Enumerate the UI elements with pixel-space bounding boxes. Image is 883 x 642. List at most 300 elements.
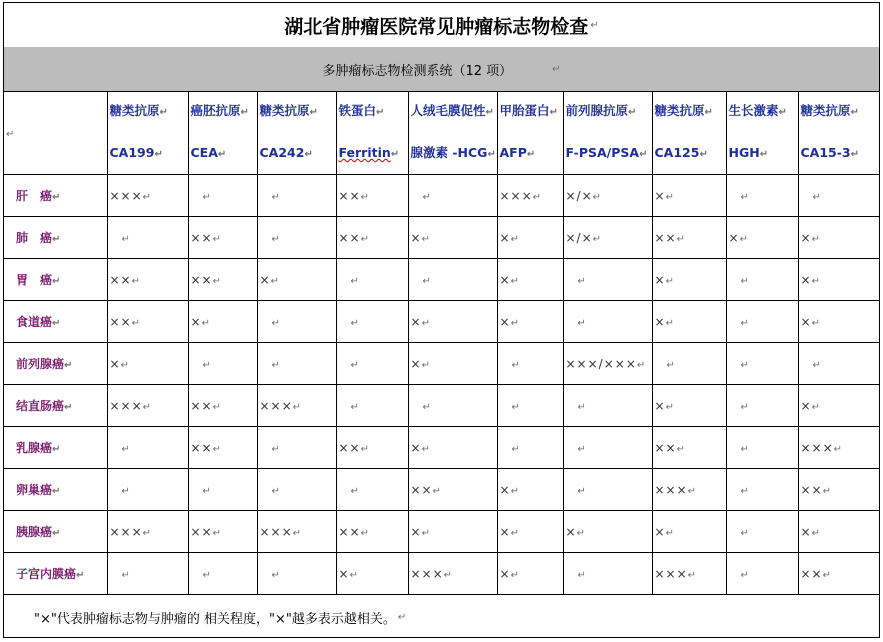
- relevance-value: ××: [338, 440, 361, 455]
- relevance-value: ×: [499, 524, 511, 539]
- marker-code: [566, 143, 652, 165]
- table-row: [4, 343, 879, 385]
- paragraph-mark-icon: ↵: [421, 527, 430, 539]
- relevance-value: ×: [499, 566, 511, 581]
- title-text: 湖北省肿瘤医院常见肿瘤标志物检查: [284, 15, 589, 38]
- paragraph-mark-icon: ↵: [271, 485, 280, 497]
- paragraph-mark-icon: ↵: [202, 485, 211, 497]
- relevance-value: ×××: [109, 188, 143, 203]
- relevance-cell: [798, 175, 879, 217]
- table-row: [4, 175, 879, 217]
- relevance-cell: [726, 175, 798, 217]
- paragraph-mark-icon: ↵: [120, 359, 129, 371]
- cancer-name: 食道癌: [16, 315, 53, 329]
- cancer-name: 胰腺癌: [16, 525, 53, 539]
- paragraph-mark-icon: ↵: [665, 191, 674, 203]
- relevance-cell: [408, 469, 497, 511]
- marker-name: [411, 101, 497, 123]
- paragraph-mark-icon: ↵: [350, 275, 359, 287]
- relevance-value: ××: [190, 398, 213, 413]
- relevance-cell: [798, 259, 879, 301]
- marker-code-text: 腺激素 -HCG: [410, 145, 488, 160]
- paragraph-mark-icon: ↵: [639, 149, 648, 160]
- paragraph-mark-icon: ↵: [270, 275, 279, 287]
- relevance-cell: [798, 511, 879, 553]
- paragraph-mark-icon: ↵: [592, 191, 602, 203]
- paragraph-mark-icon: ↵: [131, 317, 140, 329]
- relevance-value: ×××: [259, 398, 293, 413]
- paragraph-mark-icon: ↵: [376, 107, 385, 118]
- marker-code-text: HGH: [728, 145, 760, 160]
- marker-code: [191, 143, 257, 165]
- paragraph-mark-icon: ↵: [487, 149, 496, 160]
- marker-header-cell: [188, 92, 257, 175]
- marker-code: [411, 143, 497, 165]
- marker-header-cell: [107, 92, 188, 175]
- marker-name: [566, 101, 652, 123]
- paragraph-mark-icon: ↵: [421, 359, 430, 371]
- relevance-cell: [798, 301, 879, 343]
- relevance-cell: [408, 385, 497, 427]
- relevance-value: ×××/×××: [565, 356, 637, 371]
- relevance-cell: [497, 385, 563, 427]
- paragraph-mark-icon: ↵: [699, 149, 708, 160]
- paragraph-mark-icon: ↵: [217, 149, 227, 160]
- paragraph-mark-icon: ↵: [271, 233, 280, 245]
- paragraph-mark-icon: ↵: [577, 569, 586, 581]
- cancer-name: 乳腺癌: [16, 441, 53, 455]
- relevance-value: ×××: [259, 524, 293, 539]
- paragraph-mark-icon: ↵: [511, 359, 520, 371]
- relevance-value: ××: [654, 230, 677, 245]
- relevance-cell: [497, 217, 563, 259]
- relevance-value: ×: [654, 272, 666, 287]
- relevance-cell: [188, 343, 257, 385]
- paragraph-mark-icon: ↵: [349, 569, 358, 581]
- paragraph-mark-icon: ↵: [64, 360, 73, 371]
- paragraph-mark-icon: ↵: [510, 317, 519, 329]
- section-header: [4, 47, 879, 92]
- footer-text: "×"代表肿瘤标志物与肿瘤的 相关程度，"×"越多表示越相关。: [34, 611, 396, 627]
- relevance-cell: [336, 301, 408, 343]
- relevance-value: ×××: [109, 398, 143, 413]
- relevance-cell: [336, 343, 408, 385]
- paragraph-mark-icon: ↵: [510, 527, 519, 539]
- marker-name: [655, 101, 726, 123]
- relevance-value: ×××: [800, 440, 834, 455]
- relevance-cell: [188, 553, 257, 595]
- cancer-name-cell: [4, 259, 107, 301]
- relevance-cell: [652, 511, 726, 553]
- relevance-cell: [257, 217, 336, 259]
- paragraph-mark-icon: ↵: [822, 569, 831, 581]
- relevance-cell: [107, 427, 188, 469]
- relevance-cell: [107, 385, 188, 427]
- relevance-value: ×: [654, 314, 666, 329]
- paragraph-mark-icon: ↵: [292, 527, 302, 539]
- relevance-cell: [408, 259, 497, 301]
- relevance-cell: [257, 385, 336, 427]
- paragraph-mark-icon: ↵: [76, 570, 85, 581]
- relevance-cell: [563, 385, 652, 427]
- relevance-cell: [107, 175, 188, 217]
- paragraph-mark-icon: ↵: [159, 107, 168, 118]
- paragraph-mark-icon: ↵: [422, 275, 431, 287]
- paragraph-mark-icon: ↵: [350, 317, 359, 329]
- paragraph-mark-icon: ↵: [510, 485, 519, 497]
- paragraph-mark-icon: ↵: [511, 401, 520, 413]
- relevance-value: ×: [190, 314, 202, 329]
- relevance-cell: [408, 553, 497, 595]
- table-row: [4, 427, 879, 469]
- marker-code: [655, 143, 726, 165]
- cancer-name-cell: [4, 217, 107, 259]
- paragraph-mark-icon: ↵: [212, 527, 221, 539]
- relevance-value: ××: [800, 566, 823, 581]
- relevance-cell: [408, 427, 497, 469]
- relevance-cell: [188, 385, 257, 427]
- cancer-name-cell: [4, 511, 107, 553]
- relevance-cell: [408, 217, 497, 259]
- marker-name: [339, 101, 408, 123]
- relevance-cell: [563, 469, 652, 511]
- marker-name: [110, 101, 188, 123]
- relevance-value: ××: [190, 440, 213, 455]
- relevance-cell: [726, 259, 798, 301]
- paragraph-mark-icon: ↵: [202, 359, 211, 371]
- relevance-value: ×: [499, 230, 511, 245]
- corner-cell: [4, 92, 107, 175]
- relevance-cell: [257, 175, 336, 217]
- relevance-cell: [188, 427, 257, 469]
- relevance-cell: [336, 175, 408, 217]
- relevance-value: ××: [800, 482, 823, 497]
- paragraph-mark-icon: ↵: [271, 317, 280, 329]
- marker-name: [191, 101, 257, 123]
- marker-header-cell: [497, 92, 563, 175]
- relevance-cell: [563, 343, 652, 385]
- paragraph-mark-icon: ↵: [665, 401, 674, 413]
- paragraph-mark-icon: ↵: [811, 527, 820, 539]
- relevance-cell: [563, 175, 652, 217]
- paragraph-mark-icon: ↵: [304, 149, 313, 160]
- table-row: [4, 511, 879, 553]
- cancer-name-cell: [4, 301, 107, 343]
- relevance-value: ×: [499, 272, 511, 287]
- relevance-value: ××: [190, 272, 213, 287]
- paragraph-mark-icon: ↵: [526, 149, 536, 160]
- paragraph-mark-icon: ↵: [665, 317, 674, 329]
- relevance-cell: [107, 553, 188, 595]
- paragraph-mark-icon: ↵: [811, 275, 820, 287]
- relevance-cell: [798, 217, 879, 259]
- paragraph-mark-icon: ↵: [432, 485, 441, 497]
- relevance-cell: [652, 427, 726, 469]
- relevance-value: ×: [410, 440, 422, 455]
- paragraph-mark-icon: ↵: [397, 611, 407, 623]
- relevance-cell: [188, 175, 257, 217]
- relevance-value: ×××: [654, 566, 688, 581]
- marker-code: [260, 143, 336, 165]
- marker-name: [500, 101, 563, 123]
- paragraph-mark-icon: ↵: [676, 443, 685, 455]
- marker-code-text: CA15-3: [800, 145, 851, 160]
- relevance-cell: [336, 385, 408, 427]
- relevance-cell: [726, 217, 798, 259]
- relevance-value: ×: [800, 398, 812, 413]
- paragraph-mark-icon: ↵: [121, 233, 130, 245]
- paragraph-mark-icon: ↵: [390, 149, 400, 160]
- paragraph-mark-icon: ↵: [577, 485, 586, 497]
- relevance-cell: [652, 217, 726, 259]
- cancer-name: 肺 癌: [16, 231, 53, 245]
- relevance-value: ×: [338, 566, 350, 581]
- marker-name-text: 甲胎蛋白: [499, 103, 550, 118]
- paragraph-mark-icon: ↵: [812, 191, 821, 203]
- cancer-name-cell: [4, 553, 107, 595]
- relevance-cell: [652, 259, 726, 301]
- relevance-cell: [336, 553, 408, 595]
- relevance-cell: [107, 343, 188, 385]
- paragraph-mark-icon: ↵: [271, 359, 280, 371]
- relevance-value: ×: [654, 398, 666, 413]
- relevance-cell: [257, 343, 336, 385]
- relevance-cell: [563, 301, 652, 343]
- relevance-cell: [188, 301, 257, 343]
- paragraph-mark-icon: ↵: [822, 485, 831, 497]
- marker-name: [801, 101, 880, 123]
- relevance-cell: [408, 343, 497, 385]
- relevance-cell: [336, 427, 408, 469]
- paragraph-mark-icon: ↵: [740, 569, 749, 581]
- paragraph-mark-icon: ↵: [740, 443, 749, 455]
- relevance-cell: [726, 553, 798, 595]
- relevance-value: ×: [654, 524, 666, 539]
- marker-name: [729, 101, 798, 123]
- paragraph-mark-icon: ↵: [778, 107, 787, 118]
- paragraph-mark-icon: ↵: [740, 485, 749, 497]
- cancer-name-cell: [4, 469, 107, 511]
- relevance-cell: [798, 469, 879, 511]
- legend-note: [4, 597, 879, 637]
- relevance-cell: [408, 511, 497, 553]
- marker-name-text: 糖类抗原: [800, 103, 851, 118]
- relevance-cell: [563, 427, 652, 469]
- relevance-cell: [798, 385, 879, 427]
- document-page: [3, 2, 880, 638]
- page-title: [4, 3, 879, 48]
- paragraph-mark-icon: ↵: [511, 443, 520, 455]
- relevance-value: ×: [259, 272, 271, 287]
- relevance-value: ×: [800, 314, 812, 329]
- relevance-cell: [726, 343, 798, 385]
- relevance-cell: [726, 301, 798, 343]
- relevance-cell: [726, 469, 798, 511]
- paragraph-mark-icon: ↵: [421, 233, 430, 245]
- paragraph-mark-icon: ↵: [812, 359, 821, 371]
- paragraph-mark-icon: ↵: [665, 275, 674, 287]
- paragraph-mark-icon: ↵: [52, 444, 61, 455]
- relevance-cell: [257, 427, 336, 469]
- paragraph-mark-icon: ↵: [443, 569, 453, 581]
- paragraph-mark-icon: ↵: [740, 191, 749, 203]
- relevance-value: ×××: [109, 524, 143, 539]
- paragraph-mark-icon: ↵: [240, 107, 249, 118]
- paragraph-mark-icon: ↵: [142, 401, 152, 413]
- paragraph-mark-icon: ↵: [833, 443, 843, 455]
- relevance-cell: [497, 175, 563, 217]
- marker-name: [260, 101, 336, 123]
- paragraph-mark-icon: ↵: [202, 569, 211, 581]
- paragraph-mark-icon: ↵: [740, 359, 749, 371]
- paragraph-mark-icon: ↵: [212, 233, 221, 245]
- header-row: [4, 92, 879, 175]
- relevance-cell: [257, 511, 336, 553]
- paragraph-mark-icon: ↵: [850, 107, 859, 118]
- relevance-cell: [798, 343, 879, 385]
- relevance-value: ×: [499, 482, 511, 497]
- relevance-cell: [336, 469, 408, 511]
- relevance-value: ×××: [410, 566, 444, 581]
- cancer-name: 卵巢癌: [16, 483, 53, 497]
- paragraph-mark-icon: ↵: [422, 191, 431, 203]
- paragraph-mark-icon: ↵: [121, 485, 130, 497]
- paragraph-mark-icon: ↵: [350, 359, 359, 371]
- paragraph-mark-icon: ↵: [811, 233, 820, 245]
- paragraph-mark-icon: ↵: [52, 192, 61, 203]
- relevance-cell: [336, 217, 408, 259]
- relevance-value: ×: [410, 230, 422, 245]
- relevance-value: ××: [410, 482, 433, 497]
- paragraph-mark-icon: ↵: [577, 317, 586, 329]
- relevance-cell: [497, 343, 563, 385]
- paragraph-mark-icon: ↵: [271, 569, 280, 581]
- tumor-marker-table: [4, 92, 879, 595]
- paragraph-mark-icon: ↵: [421, 443, 430, 455]
- relevance-value: ××: [190, 230, 213, 245]
- paragraph-mark-icon: ↵: [360, 233, 369, 245]
- marker-header-cell: [563, 92, 652, 175]
- paragraph-mark-icon: ↵: [740, 317, 749, 329]
- paragraph-mark-icon: ↵: [52, 318, 61, 329]
- paragraph-mark-icon: ↵: [811, 401, 820, 413]
- relevance-cell: [497, 301, 563, 343]
- paragraph-mark-icon: ↵: [421, 317, 430, 329]
- table-row: [4, 385, 879, 427]
- marker-name-text: 糖类抗原: [654, 103, 705, 118]
- relevance-cell: [188, 259, 257, 301]
- relevance-value: ××: [338, 188, 361, 203]
- paragraph-mark-icon: ↵: [532, 191, 542, 203]
- relevance-cell: [336, 511, 408, 553]
- paragraph-mark-icon: ↵: [628, 107, 637, 118]
- paragraph-mark-icon: ↵: [549, 107, 558, 118]
- relevance-value: ××: [338, 524, 361, 539]
- relevance-value: ×: [109, 356, 121, 371]
- paragraph-mark-icon: ↵: [271, 443, 280, 455]
- relevance-value: ×: [410, 356, 422, 371]
- paragraph-mark-icon: ↵: [552, 63, 561, 75]
- relevance-value: ×/×: [565, 230, 593, 245]
- relevance-cell: [497, 511, 563, 553]
- relevance-cell: [497, 553, 563, 595]
- marker-header-cell: [257, 92, 336, 175]
- relevance-value: ××: [654, 440, 677, 455]
- relevance-cell: [188, 217, 257, 259]
- paragraph-mark-icon: ↵: [360, 191, 369, 203]
- relevance-value: ×: [410, 314, 422, 329]
- relevance-cell: [408, 175, 497, 217]
- marker-header-cell: [726, 92, 798, 175]
- paragraph-mark-icon: ↵: [212, 443, 221, 455]
- cancer-name: 肝 癌: [16, 189, 53, 203]
- paragraph-mark-icon: ↵: [510, 275, 519, 287]
- paragraph-mark-icon: ↵: [510, 569, 519, 581]
- relevance-cell: [497, 427, 563, 469]
- marker-header-cell: [408, 92, 497, 175]
- relevance-cell: [798, 553, 879, 595]
- paragraph-mark-icon: ↵: [576, 527, 585, 539]
- paragraph-mark-icon: ↵: [687, 569, 697, 581]
- paragraph-mark-icon: ↵: [6, 129, 15, 140]
- paragraph-mark-icon: ↵: [271, 191, 280, 203]
- marker-code: [729, 143, 798, 165]
- paragraph-mark-icon: ↵: [590, 19, 599, 31]
- marker-code: [801, 143, 880, 165]
- relevance-value: ××: [109, 272, 132, 287]
- relevance-cell: [107, 259, 188, 301]
- paragraph-mark-icon: ↵: [121, 569, 130, 581]
- relevance-cell: [497, 469, 563, 511]
- relevance-cell: [563, 553, 652, 595]
- relevance-value: ×××: [654, 482, 688, 497]
- relevance-value: ××: [190, 524, 213, 539]
- paragraph-mark-icon: ↵: [759, 149, 769, 160]
- relevance-cell: [257, 301, 336, 343]
- paragraph-mark-icon: ↵: [740, 527, 749, 539]
- paragraph-mark-icon: ↵: [739, 233, 748, 245]
- table-row: [4, 469, 879, 511]
- relevance-cell: [652, 301, 726, 343]
- relevance-cell: [107, 217, 188, 259]
- paragraph-mark-icon: ↵: [142, 527, 152, 539]
- relevance-cell: [652, 553, 726, 595]
- paragraph-mark-icon: ↵: [201, 317, 210, 329]
- table-row: [4, 259, 879, 301]
- cancer-name: 子宫内膜癌: [16, 567, 77, 581]
- paragraph-mark-icon: ↵: [121, 443, 130, 455]
- paragraph-mark-icon: ↵: [666, 359, 675, 371]
- relevance-cell: [336, 259, 408, 301]
- relevance-cell: [652, 343, 726, 385]
- cancer-name: 前列腺癌: [16, 357, 65, 371]
- relevance-cell: [107, 511, 188, 553]
- relevance-cell: [726, 427, 798, 469]
- relevance-value: ×: [800, 272, 812, 287]
- paragraph-mark-icon: ↵: [510, 233, 519, 245]
- paragraph-mark-icon: ↵: [52, 234, 61, 245]
- relevance-cell: [563, 259, 652, 301]
- paragraph-mark-icon: ↵: [360, 527, 369, 539]
- paragraph-mark-icon: ↵: [212, 275, 221, 287]
- cancer-name-cell: [4, 427, 107, 469]
- cancer-name-cell: [4, 385, 107, 427]
- marker-code-text: CA199: [109, 145, 155, 160]
- paragraph-mark-icon: ↵: [665, 527, 674, 539]
- relevance-value: ×: [800, 230, 812, 245]
- marker-header-cell: [652, 92, 726, 175]
- relevance-cell: [107, 469, 188, 511]
